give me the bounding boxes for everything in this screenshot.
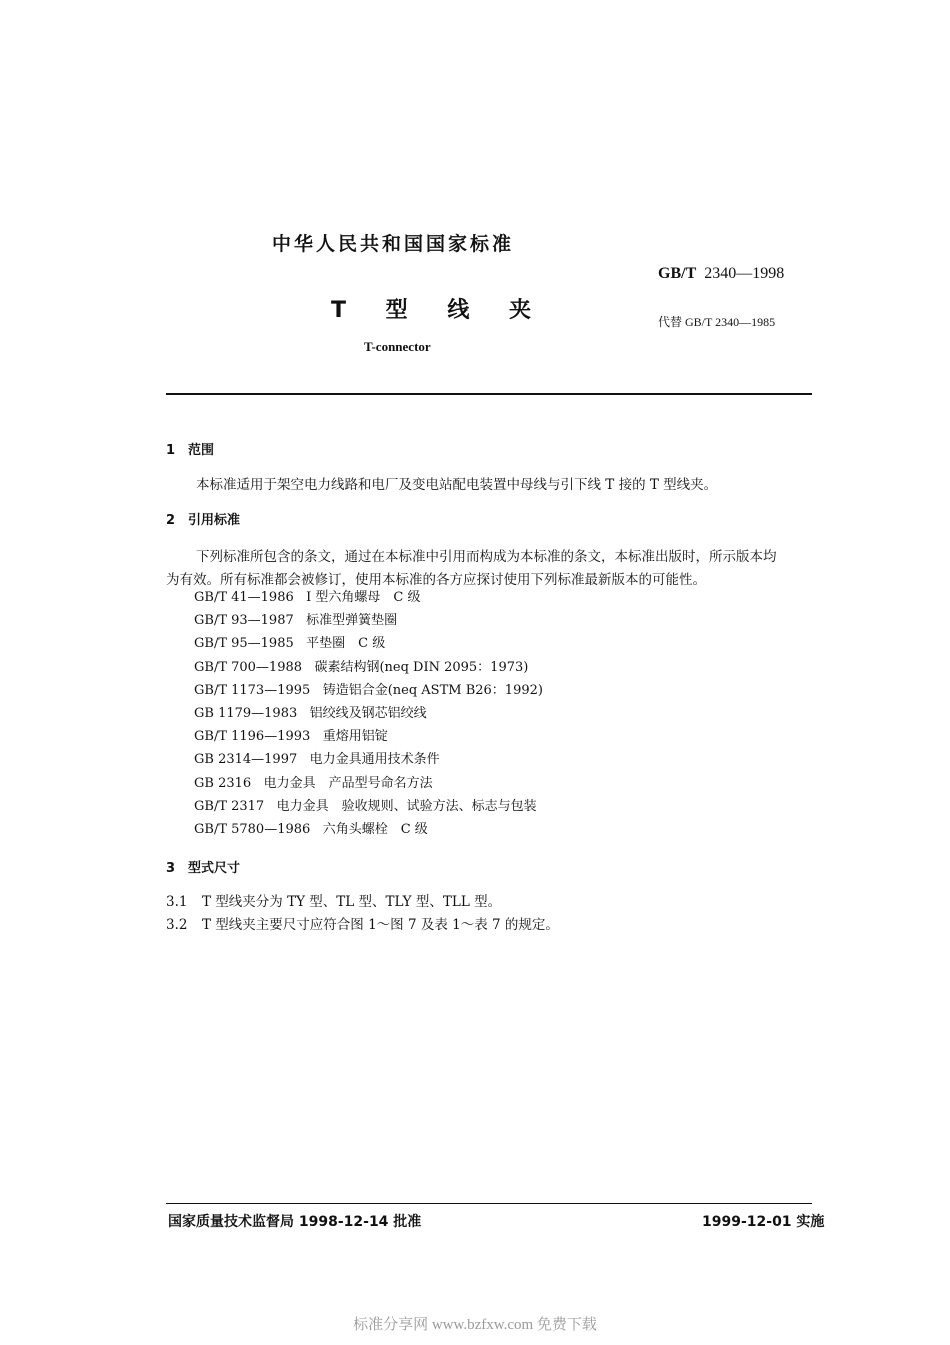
reference-code: GB 1179—1983	[194, 705, 298, 721]
reference-item	[194, 656, 543, 679]
reference-code: GB 2316	[194, 775, 252, 791]
reference-code: GB/T 2317	[194, 798, 265, 814]
document-title: T 型 线 夹	[331, 298, 547, 323]
reference-name: 六角头螺栓 C 级	[322, 821, 428, 837]
reference-item	[194, 818, 543, 841]
section-number: 2	[166, 513, 176, 528]
reference-code: GB/T 1173—1995	[194, 682, 311, 698]
reference-item	[194, 679, 543, 702]
watermark-text: 标准分享网 www.bzfxw.com 免费下载	[353, 1317, 597, 1333]
reference-code: GB/T 700—1988	[194, 659, 303, 675]
clause-text: T 型线夹主要尺寸应符合图 1～图 7 及表 1～表 7 的规定。	[202, 917, 559, 933]
reference-code: GB/T 5780—1986	[194, 821, 311, 837]
reference-name: 电力金具通用技术条件	[309, 752, 440, 768]
reference-list	[194, 586, 543, 841]
clause-number: 3.2	[166, 917, 188, 933]
reference-name: 电力金具 验收规则、试验方法、标志与包装	[276, 798, 537, 814]
reference-item	[194, 702, 543, 725]
scope-paragraph: 本标准适用于架空电力线路和电厂及变电站配电装置中母线与引下线 T 接的 T 型线夹。	[196, 477, 718, 493]
section-heading-scope	[166, 439, 214, 458]
reference-name: 铸造铝合金(neq ASTM B26：1992)	[322, 682, 543, 698]
english-title: T-connector	[364, 339, 431, 354]
reference-code: GB/T 95—1985	[194, 636, 294, 652]
reference-item	[194, 609, 543, 632]
country-standard-title: 中华人民共和国国家标准	[272, 233, 515, 255]
effective-date: 1999-12-01 实施	[702, 1214, 825, 1230]
references-paragraph-line1: 下列标准所包含的条文，通过在本标准中引用而构成为本标准的条文，本标准出版时，所示版本均	[196, 549, 777, 565]
reference-name: 电力金具 产品型号命名方法	[263, 775, 433, 791]
reference-name: 重熔用铝锭	[322, 729, 388, 745]
clause-text: T 型线夹分为 TY 型、TL 型、TLY 型、TLL 型。	[202, 894, 502, 910]
reference-name: 铝绞线及钢芯铝绞线	[309, 705, 427, 721]
section-number: 3	[166, 861, 176, 876]
reference-item	[194, 725, 543, 748]
standard-number	[658, 265, 784, 283]
references-paragraph-line2: 为有效。所有标准都会被修订，使用本标准的各方应探讨使用下列标准最新版本的可能性。	[166, 572, 706, 588]
footer-divider	[166, 1203, 812, 1204]
clause-3-2	[166, 913, 559, 933]
approval-date: 国家质量技术监督局 1998-12-14 批准	[168, 1214, 422, 1230]
section-heading-dimensions	[166, 857, 240, 876]
clause-3-1	[166, 890, 501, 910]
reference-code: GB/T 41—1986	[194, 590, 294, 605]
reference-code: GB 2314—1997	[194, 752, 298, 768]
header-divider	[166, 393, 812, 395]
replaces-standard: 代替 GB/T 2340—1985	[658, 315, 776, 329]
reference-item	[194, 795, 543, 818]
standard-prefix: GB/T	[658, 265, 697, 282]
reference-name: I 型六角螺母 C 级	[306, 590, 421, 605]
section-title: 型式尺寸	[188, 861, 241, 876]
reference-item	[194, 772, 543, 795]
reference-name: 碳素结构钢(neq DIN 2095：1973)	[314, 659, 529, 675]
standard-code: 2340—1998	[704, 265, 785, 282]
section-number: 1	[166, 443, 176, 458]
section-heading-references	[166, 509, 240, 528]
reference-item	[194, 632, 543, 655]
clause-number: 3.1	[166, 894, 188, 910]
reference-code: GB/T 93—1987	[194, 613, 294, 629]
section-title: 范围	[188, 443, 215, 458]
reference-item	[194, 748, 543, 771]
reference-name: 标准型弹簧垫圈	[306, 613, 398, 629]
section-title: 引用标准	[188, 513, 241, 528]
reference-name: 平垫圈 C 级	[306, 636, 386, 652]
reference-item	[194, 586, 543, 609]
reference-code: GB/T 1196—1993	[194, 729, 311, 745]
